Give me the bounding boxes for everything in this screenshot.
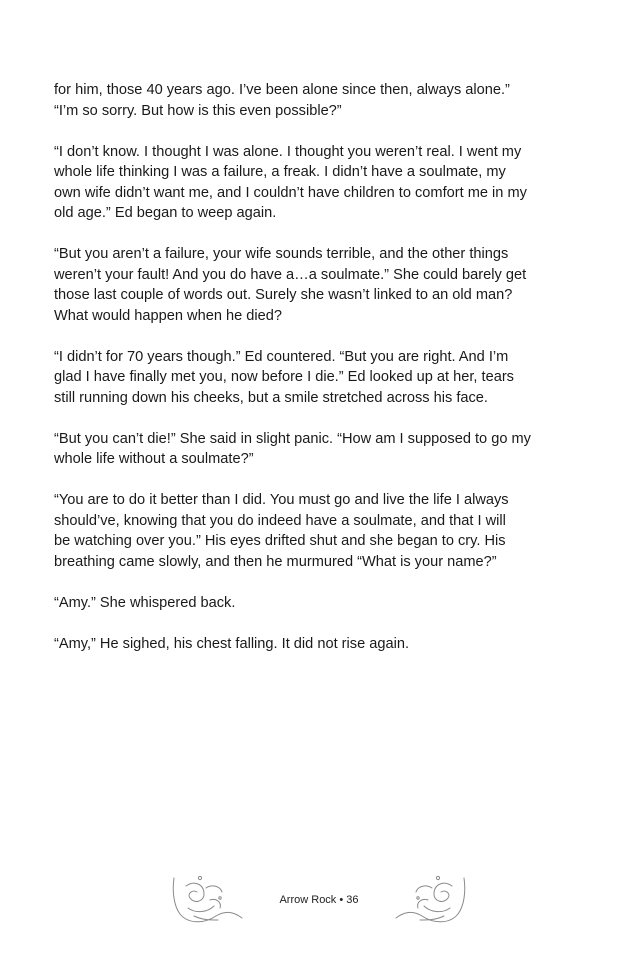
paragraph: “But you aren’t a failure, your wife sounds terrible, and the other things weren’t your fault! And you do have a…a soulmate.” She could barely get those last couple of words out. Surely she wasn’t linked to an old man? What would happen when he died? [54, 246, 527, 324]
paragraph: “But you can’t die!” She said in slight panic. “How am I supposed to go my whole life without a soulmate?” [54, 430, 531, 467]
body-text [54, 80, 594, 675]
page-footer [0, 870, 638, 940]
paragraph: “I didn’t for 70 years though.” Ed countered. “But you are right. And I’m glad I have finally met you, now before I die.” Ed looked up at her, tears still running down his cheeks, but a smile stretched across his face. [54, 348, 514, 406]
paragraph: “You are to do it better than I did. You must go and live the life I always should’ve, knowing that you do indeed have a soulmate, and that I will be watching over you.” His eyes drifted shut and she began to cry. His breathing came slowly, and then he murmured “What is your name?” [54, 492, 509, 570]
flourish-ornament-right-icon [393, 870, 468, 930]
paragraph: for him, those 40 years ago. I’ve been alone since then, always alone.” “I’m so sorry. But how is this even possible?” [54, 82, 510, 119]
page-number-label: Arrow Rock • 36 [279, 894, 359, 906]
paragraph: “Amy,” He sighed, his chest falling. It did not rise again. [54, 635, 410, 652]
paragraph: “Amy.” She whispered back. [54, 594, 236, 611]
paragraph: “I don’t know. I thought I was alone. I thought you weren’t real. I went my whole life thinking I was a failure, a freak. I didn’t have a soulmate, my own wife didn’t want me, and I couldn’t have children to comfort me in my old age.” Ed began to weep again. [54, 143, 527, 221]
